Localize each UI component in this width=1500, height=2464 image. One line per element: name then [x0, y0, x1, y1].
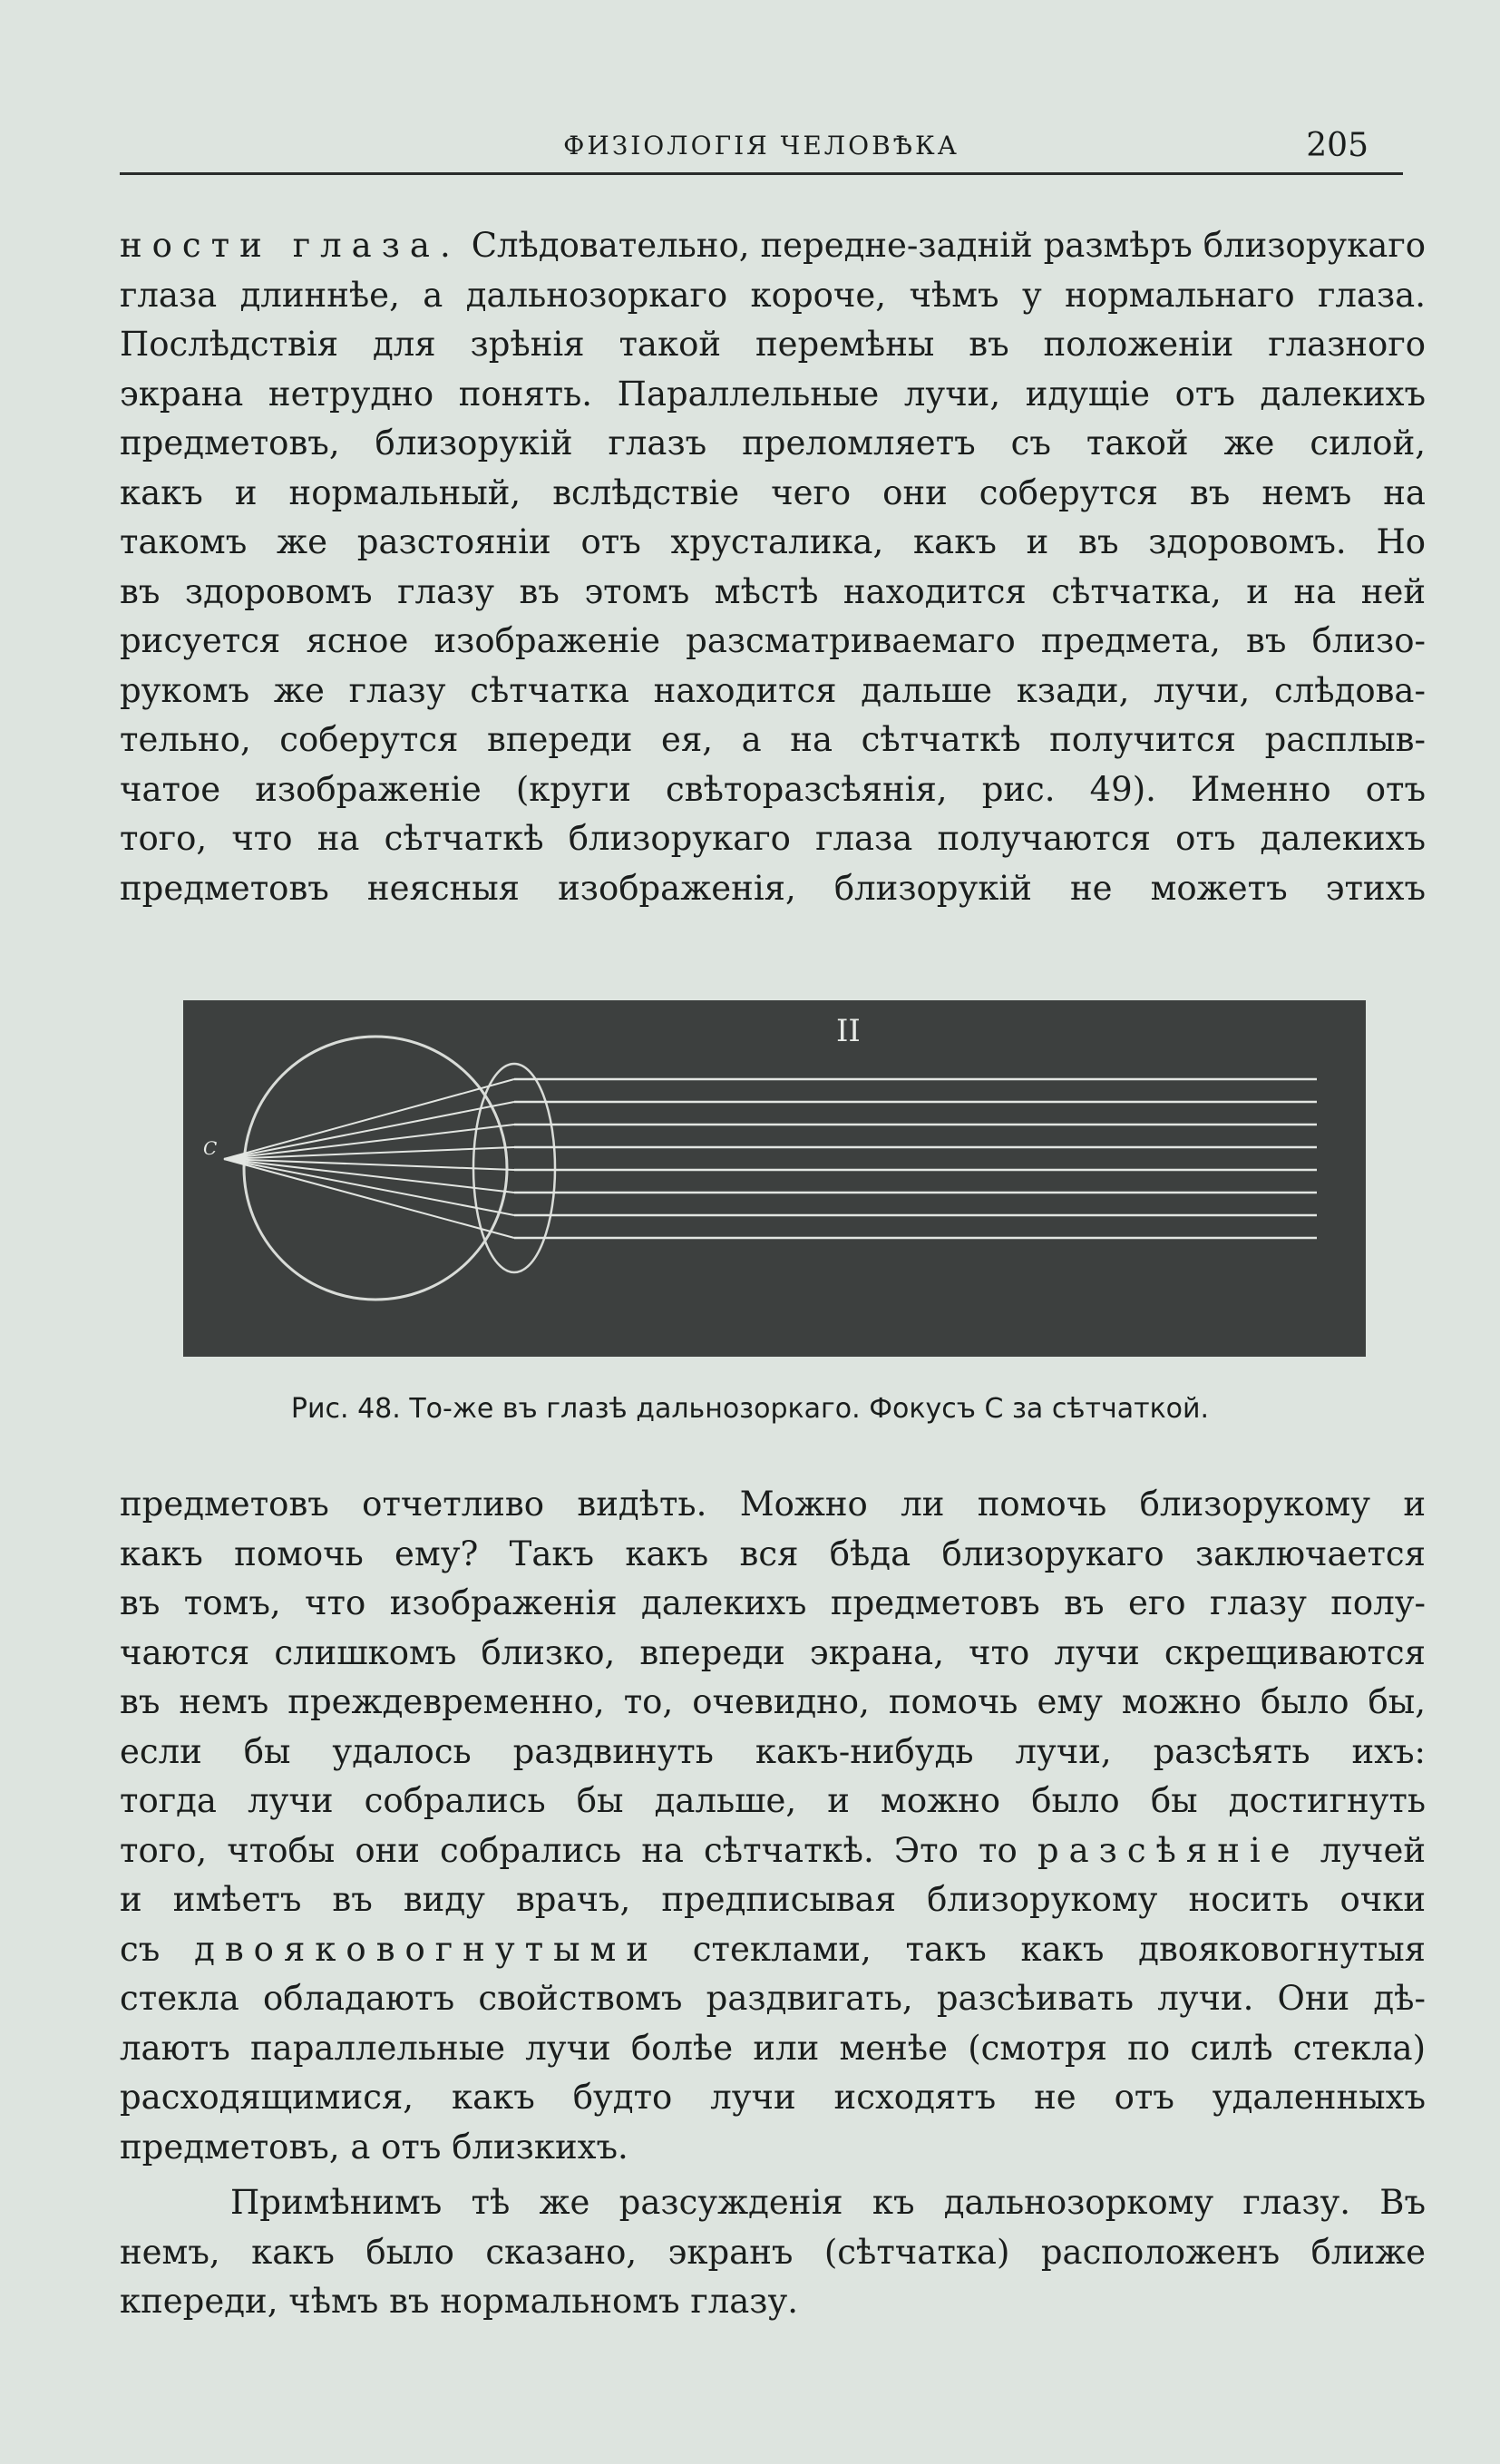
- text-line: немъ, какъ было сказано, экранъ (сѣтчатка) расположенъ ближе: [120, 2232, 1426, 2272]
- figure-roman-label: II: [836, 1013, 861, 1049]
- spaced-word: двояковогнутыми: [194, 1929, 658, 1969]
- text-line: какъ помочь ему? Такъ какъ вся бѣда близорукаго заключается: [120, 1534, 1426, 1573]
- text-line: если бы удалось раздвинуть какъ-нибудь лучи, разсѣять ихъ:: [120, 1731, 1426, 1771]
- running-title: ФИЗІОЛОГІЯ ЧЕЛОВѢКА: [563, 131, 959, 161]
- text-line: экрана нетрудно понять. Параллельные лучи, идущіе отъ далекихъ: [120, 374, 1426, 414]
- running-header: [120, 125, 1403, 175]
- text-line: предметовъ неясныя изображенія, близорукій не можетъ этихъ: [120, 868, 1426, 908]
- text-line: тельно, соберутся впереди ея, а на сѣтчаткѣ получится расплыв-: [120, 720, 1426, 759]
- text-line: глаза длиннѣе, а дальнозоркаго короче, чѣмъ у нормальнаго глаза.: [120, 275, 1426, 315]
- text-line: стекла обладаютъ свойствомъ раздвигать, разсѣивать лучи. Они дѣ-: [120, 1979, 1426, 2018]
- eye-ray-diagram: [183, 1000, 1366, 1357]
- figure-caption: Рис. 48. То-же въ глазѣ дальнозоркаго. Фокусъ С за сѣтчаткой.: [290, 1393, 1210, 1425]
- text-line: съ двояковогнутыми стеклами, такъ какъ двояковогнутыя: [120, 1929, 1426, 1969]
- text-line: въ томъ, что изображенія далекихъ предметовъ въ его глазу полу-: [120, 1583, 1426, 1622]
- figure-eye-diagram: [183, 1000, 1366, 1357]
- text-line: такомъ же разстояніи отъ хрусталика, какъ и въ здоровомъ. Но: [120, 522, 1426, 561]
- text-line: того, что на сѣтчаткѣ близорукаго глаза получаются отъ далекихъ: [120, 819, 1426, 858]
- text-line: какъ и нормальный, вслѣдствіе чего они соберутся въ немъ на: [120, 472, 1426, 512]
- text-line: чатое изображеніе (круги свѣторазсѣянія, рис. 49). Именно отъ: [120, 769, 1426, 809]
- text-line: чаются слишкомъ близко, впереди экрана, что лучи скрещиваются: [120, 1632, 1426, 1672]
- text-line: и имѣетъ въ виду врачъ, предписывая близорукому носить очки: [120, 1880, 1426, 1919]
- text-line: предметовъ, близорукій глазъ преломляетъ съ такой же силой,: [120, 424, 1426, 463]
- text-line: предметовъ, а отъ близкихъ.: [120, 2127, 628, 2167]
- text-line: Примѣнимъ тѣ же разсужденія къ дальнозоркому глазу. Въ: [230, 2183, 1426, 2222]
- paragraph-middle: [120, 1480, 1426, 2172]
- text-line: Послѣдствія для зрѣнія такой перемѣны въ положеніи глазного: [120, 325, 1426, 364]
- text-line: того, чтобы они собрались на сѣтчаткѣ. Это то разсѣяніе лучей: [120, 1830, 1427, 1870]
- figure-background: [183, 1000, 1366, 1357]
- spaced-word: разсѣяніе: [1037, 1830, 1300, 1870]
- spaced-word: ности глаза.: [120, 226, 461, 265]
- paragraph-bottom: [120, 2178, 1426, 2327]
- text-line: рисуется ясное изображеніе разсматриваемаго предмета, въ близо-: [120, 621, 1426, 660]
- paragraph-top: [120, 221, 1426, 913]
- focus-label: C: [203, 1137, 218, 1159]
- text-line: предметовъ отчетливо видѣть. Можно ли помочь близорукому и: [120, 1485, 1426, 1524]
- text-line: рукомъ же глазу сѣтчатка находится дальше кзади, лучи, слѣдова-: [120, 670, 1426, 710]
- text-line: кпереди, чѣмъ въ нормальномъ глазу.: [120, 2282, 799, 2321]
- text-line: лаютъ параллельные лучи болѣе или менѣе (смотря по силѣ стекла): [120, 2028, 1426, 2068]
- text-line: расходящимися, какъ будто лучи исходятъ не отъ удаленныхъ: [120, 2078, 1426, 2117]
- text-line: тогда лучи собрались бы дальше, и можно было бы достигнуть: [120, 1781, 1426, 1820]
- text-line: ности глаза. Слѣдовательно, передне-задній размѣръ близорукаго: [120, 226, 1426, 265]
- text-line: въ здоровомъ глазу въ этомъ мѣстѣ находится сѣтчатка, и на ней: [120, 571, 1426, 611]
- page-number: 205: [1306, 127, 1369, 164]
- text-line: въ немъ преждевременно, то, очевидно, помочь ему можно было бы,: [120, 1682, 1426, 1721]
